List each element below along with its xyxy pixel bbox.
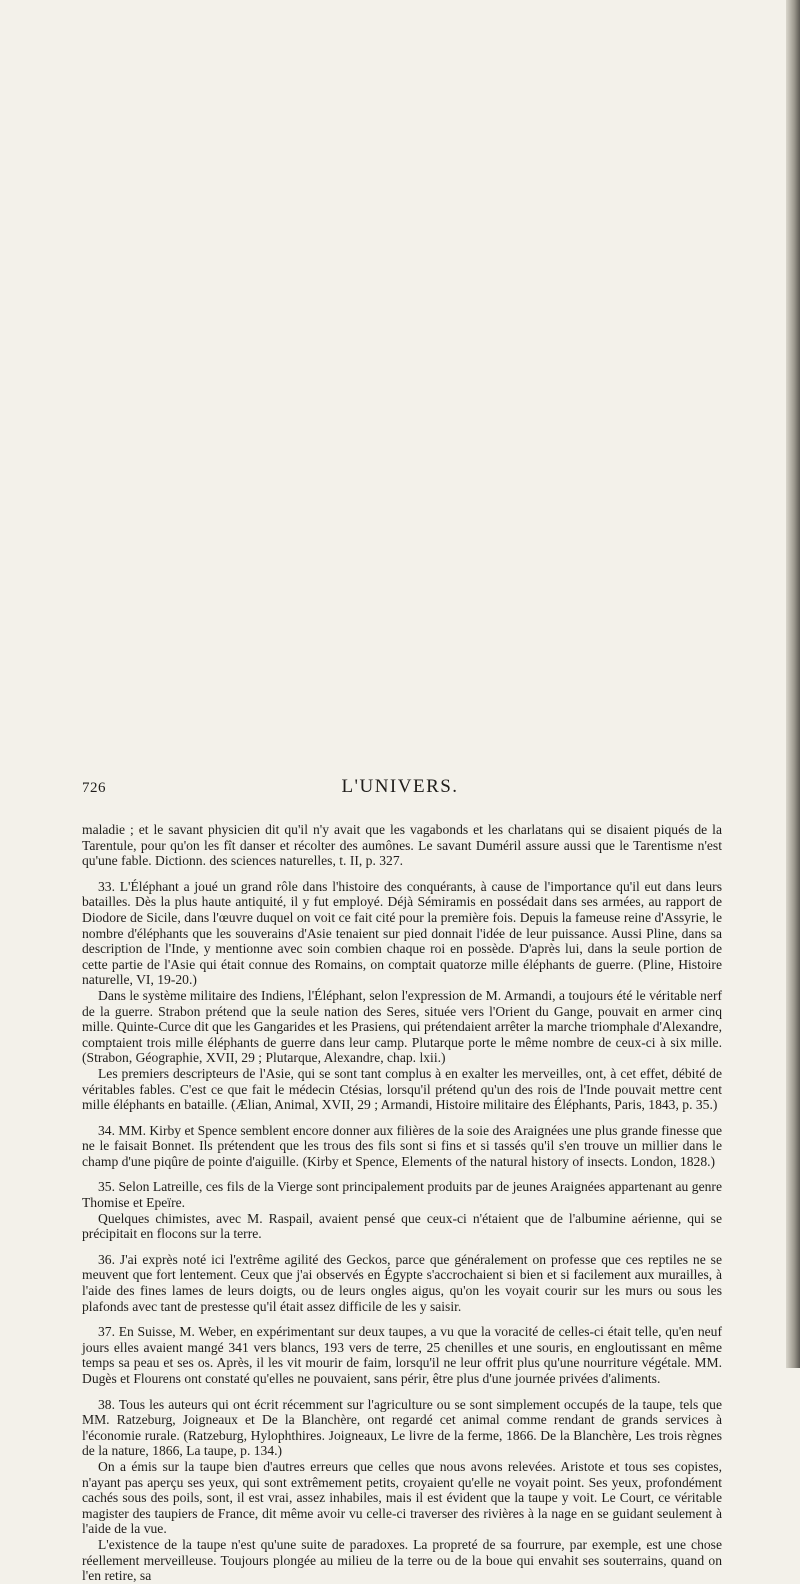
page-edge-shadow: [786, 0, 800, 1368]
paragraph: maladie ; et le savant physicien dit qu'il n'y avait que les vagabonds et les charlatans qui se disaient piqués de la Tarentule, pour qu'on les fît danser et récolter des aumônes. Le savant Duméril assure aussi que le Tarentisme n'est qu'une fable. Dictionn. des sciences naturelles, t. II, p. 327.: [82, 822, 722, 869]
paragraph: L'existence de la taupe n'est qu'une suite de paradoxes. La propreté de sa fourrure, par exemple, est une chose réellement merveilleuse. Toujours plongée au milieu de la terre ou de la boue qui envahit ses souterrains, quand on l'en retire, sa: [82, 1536, 722, 1584]
body-text: [82, 822, 722, 1584]
page-number: 726: [82, 780, 106, 796]
paragraph: 33. L'Éléphant a joué un grand rôle dans l'histoire des conquérants, à cause de l'importance qu'il eut dans leurs batailles. Dès la plus haute antiquité, il y fut employé. Déjà Sémiramis en possédait dans ses armées, au rapport de Diodore de Sicile, dans l'œuvre duquel on voit ce fait cité pour la première fois. Depuis la fameuse reine d'Assyrie, le nombre d'éléphants que les souverains d'Asie tenaient sur pied donnait l'idée de leur puissance. Aussi Pline, dans sa description de l'Inde, y mentionne avec soin combien chaque roi en possède. D'après lui, dans la seule portion de cette partie de l'Asie qui était connue des Romains, on comptait quatorze mille éléphants de guerre. (Pline, Histoire naturelle, VI, 19-20.): [82, 878, 722, 988]
paragraph: Les premiers descripteurs de l'Asie, qui se sont tant complus à en exalter les merveilles, ont, à cet effet, débité de véritables fables. C'est ce que fait le médecin Ctésias, lorsqu'il prétend qu'un des rois de l'Inde pouvait mettre cent mille éléphants en bataille. (Ælian, Animal, XVII, 29 ; Armandi, Histoire militaire des Éléphants, Paris, 1843, p. 35.): [82, 1065, 722, 1113]
paragraph: Quelques chimistes, avec M. Raspail, avaient pensé que ceux-ci n'étaient que de l'albumine aérienne, qui se précipitait en flocons sur la terre.: [82, 1210, 722, 1242]
paragraph: 38. Tous les auteurs qui ont écrit récemment sur l'agriculture ou se sont simplement occupés de la taupe, tels que MM. Ratzeburg, Joigneaux et De la Blanchère, ont regardé cet animal comme rendant de grands services à l'économie rurale. (Ratzeburg, Hylophthires. Joigneaux, Le livre de la ferme, 1866. De la Blanchère, Les trois règnes de la nature, 1866, La taupe, p. 134.): [82, 1396, 722, 1459]
paragraph: 36. J'ai exprès noté ici l'extrême agilité des Geckos, parce que généralement on professe que ces reptiles ne se meuvent que fort lentement. Ceux que j'ai observés en Égypte s'accrochaient si bien et si facilement aux murailles, à l'aide des fines lames de leurs doigts, ou de leurs ongles aigus, qu'on les voyait courir sur les murs ou sous les plafonds avec tant de prestesse qu'il était assez difficile de les y saisir.: [82, 1251, 722, 1314]
paragraph: 35. Selon Latreille, ces fils de la Vierge sont principalement produits par de jeunes Araignées appartenant au genre Thomise et Epeïre.: [82, 1179, 722, 1211]
paragraph: 34. MM. Kirby et Spence semblent encore donner aux filières de la soie des Araignées une plus grande finesse que ne le faisait Bonnet. Ils prétendent que les trous des fils sont si fins et si tassés qu'il s'en trouve un millier dans le champ d'une piqûre de pointe d'aiguille. (Kirby et Spence, Elements of the natural history of insects. London, 1828.): [82, 1122, 722, 1169]
paragraph: On a émis sur la taupe bien d'autres erreurs que celles que nous avons relevées. Aristote et tous ses copistes, n'ayant pas aperçu ses yeux, qui sont extrêmement petits, croyaient qu'elle ne voyait point. Ses yeux, profondément cachés sous des poils, sont, il est vrai, assez inhabiles, mais il est évident que la taupe y voit. Le Court, ce véritable magister des taupiers de France, dit même avoir vu celle-ci traverser des rivières à la nage en se guidant seulement à l'aide de la vue.: [82, 1458, 722, 1537]
paragraph: 37. En Suisse, M. Weber, en expérimentant sur deux taupes, a vu que la voracité de celles-ci était telle, qu'en neuf jours elles avaient mangé 341 vers blancs, 193 vers de terre, 25 chenilles et une souris, en engloutissant en même temps sa peau et ses os. Après, il les vit mourir de faim, lorsqu'il ne leur offrit plus qu'une nourriture végétale. MM. Dugès et Flourens ont constaté qu'elles ne pouvaient, sans périr, être plus d'une journée privées d'aliments.: [82, 1324, 722, 1386]
paragraph: Dans le système militaire des Indiens, l'Éléphant, selon l'expression de M. Armandi, a toujours été le véritable nerf de la guerre. Strabon prétend que la seule nation des Seres, située vers l'Orient du Gange, pouvait en armer cinq mille. Quinte-Curce dit que les Gangarides et les Prasiens, qui prétendaient arrêter la marche triomphale d'Alexandre, comptaient trois mille éléphants de guerre dans leur camp. Plutarque porte le même nombre de ceux-ci à six mille. (Strabon, Géographie, XVII, 29 ; Plutarque, Alexandre, chap. lxii.): [82, 987, 722, 1066]
running-title: L'UNIVERS.: [341, 776, 459, 797]
